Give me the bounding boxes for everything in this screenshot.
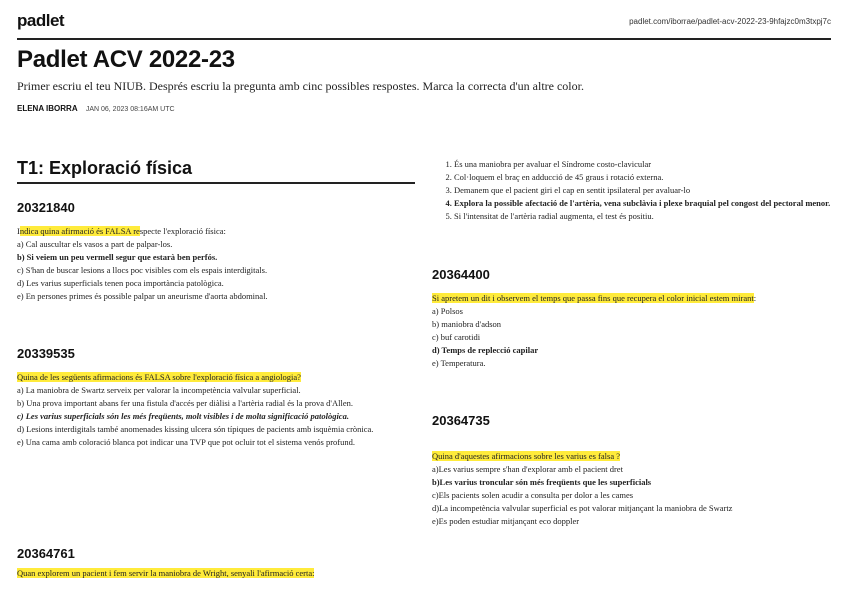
- answer-option: e) En persones primes és possible palpar un aneurisme d'aorta abdominal.: [17, 291, 268, 301]
- page-title: Padlet ACV 2022-23: [17, 46, 235, 73]
- list-item: 1. És una maniobra per avaluar el Síndrome costo-clavicular: [454, 158, 848, 171]
- section-title: T1: Exploració física: [17, 158, 415, 184]
- padlet-logo[interactable]: padlet: [17, 11, 65, 30]
- post-question: [432, 292, 830, 305]
- author-name: ELENA IBORRA: [17, 104, 78, 113]
- answer-option-correct: c) Les varius superficials són les més freqüents, molt visibles i de molta significació patològica.: [17, 411, 349, 421]
- answer-option: b) Una prova important abans fer una fistula d'accés per diàlisi a l'artèria radial és la prova d'Allen.: [17, 398, 353, 408]
- answer-option-correct: b)Les varius troncular són més freqüents que les superficials: [432, 477, 652, 487]
- answer-option: a)Les varius sempre s'han d'explorar amb el pacient dret: [432, 464, 623, 474]
- answer-option: a) Polsos: [432, 306, 463, 316]
- post-body: [17, 225, 415, 303]
- post-card[interactable]: [17, 346, 397, 449]
- answer-option: e) Una cama amb coloració blanca pot indicar una TVP que pot ocluir tot el sistema venós profund.: [17, 437, 356, 447]
- question-text: :: [753, 293, 757, 303]
- list-item: 5. Si l'intensitat de l'artèria radial augmenta, el test és positiu.: [454, 210, 848, 223]
- post-title: 20364735: [432, 413, 490, 428]
- post-card[interactable]: [432, 267, 830, 370]
- answer-option: b) maniobra d'adson: [432, 319, 502, 329]
- answer-option: a) Cal auscultar els vasos a part de palpar-los.: [17, 239, 173, 249]
- answer-option: e)Es poden estudiar mitjançant eco doppler: [432, 516, 580, 526]
- highlighted-text: Quina d'aquestes afirmacions sobre les varius es falsa ?: [432, 451, 620, 461]
- post-title: 20339535: [17, 346, 75, 361]
- answer-option-correct: b) Si veiem un peu vermell segur que estarà ben perfós.: [17, 252, 218, 262]
- answer-option: d) Les varius superficials tenen poca importància patològica.: [17, 278, 224, 288]
- highlighted-text: Quan explorem un pacient i fem servir la maniobra de Wright, senyali l'afirmació certa:: [17, 568, 315, 578]
- page-subtitle: Primer escriu el teu NIUB. Després escriu la pregunta amb cinc possibles respostes. Marca la correcta d'un altre color.: [17, 79, 584, 93]
- post-card[interactable]: [17, 200, 415, 303]
- list-item: 2. Col·loquem el braç en adducció de 45 graus i rotació externa.: [454, 171, 848, 184]
- post-question: [17, 225, 415, 238]
- answer-option-correct: d) Temps de replecció capilar: [432, 345, 539, 355]
- page-url[interactable]: padlet.com/iborrae/padlet-acv-2022-23-9hfajzc0m3txpj7c: [629, 17, 831, 26]
- post-card[interactable]: [17, 546, 415, 580]
- highlighted-text: ndica quina afirmació és FALSA re: [19, 226, 140, 236]
- highlighted-text: Quina de les següents afirmacions és FALSA sobre l'exploració física a angiologia?: [17, 372, 301, 382]
- post-title: 20364761: [17, 546, 75, 561]
- post-body: [432, 450, 830, 528]
- numbered-options-list: [432, 158, 848, 223]
- author-row: [17, 104, 175, 113]
- post-title: 20364400: [432, 267, 490, 282]
- answer-option: d) Lesions interdigitals també anomenades kissing ulcera són típiques de pacients amb isquèmia crònica.: [17, 424, 374, 434]
- post-body: [17, 567, 415, 580]
- top-bar: [17, 10, 831, 40]
- question-text: I: [17, 226, 20, 236]
- list-item: 3. Demanem que el pacient giri el cap en sentit ipsilateral per avaluar-lo: [454, 184, 848, 197]
- post-question: [17, 567, 415, 580]
- answer-option: a) La maniobra de Swartz serveix per valorar la incompetència valvular superficial.: [17, 385, 301, 395]
- highlighted-text: Si apretem un dit i observem el temps que passa fins que recupera el color inicial estem mirant: [432, 293, 754, 303]
- answer-option: d)La incompetència valvular superficial es pot valorar mitjançant la maniobra de Swartz: [432, 503, 733, 513]
- post-question: [432, 450, 830, 463]
- answer-option: e) Temperatura.: [432, 358, 486, 368]
- post-title: 20321840: [17, 200, 75, 215]
- post-question: [17, 371, 397, 384]
- question-text: specte l'exploració física:: [139, 226, 226, 236]
- post-body: [432, 292, 830, 370]
- list-item-correct: 4. Explora la possible afectació de l'artèria, vena subclàvia i plexe braquial pel congost del pectoral menor.: [454, 197, 848, 210]
- answer-option: c) buf carotidi: [432, 332, 481, 342]
- answer-option: c)Els pacients solen acudir a consulta per dolor a les cames: [432, 490, 634, 500]
- post-card[interactable]: [432, 413, 830, 528]
- answer-option: c) S'han de buscar lesions a llocs poc visibles com els espais interdigitals.: [17, 265, 268, 275]
- post-body: [17, 371, 397, 449]
- post-date: JAN 06, 2023 08:16AM UTC: [85, 106, 175, 113]
